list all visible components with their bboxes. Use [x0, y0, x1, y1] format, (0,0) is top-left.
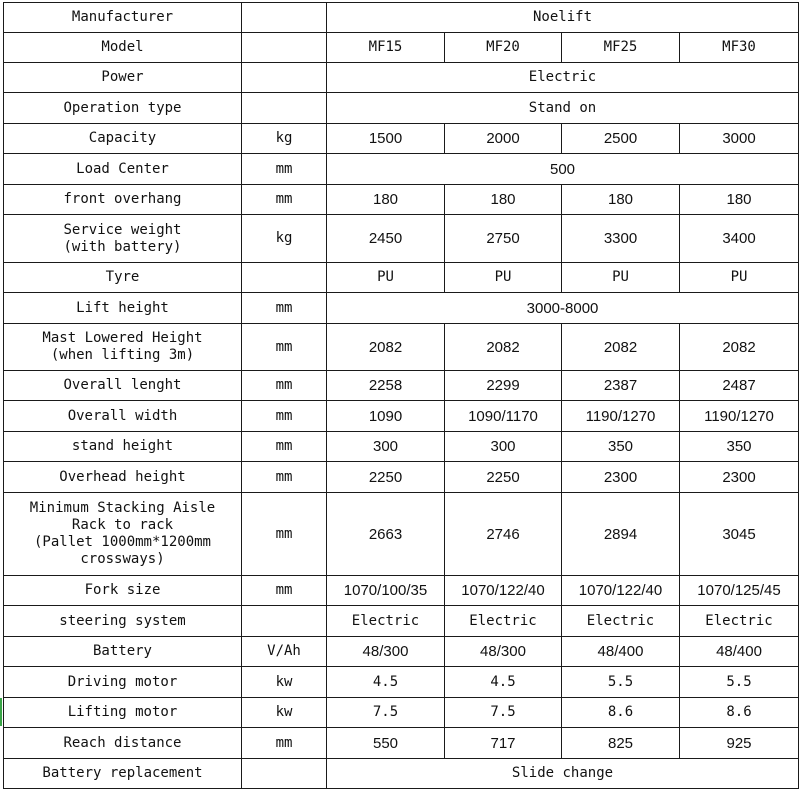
spec-label: Overhead height	[4, 462, 242, 493]
spec-value: PU	[680, 263, 799, 293]
spec-value: 1500	[327, 124, 445, 154]
spec-label: Battery	[4, 637, 242, 667]
spec-value: 2082	[562, 324, 680, 371]
spec-row	[4, 185, 799, 215]
spec-row	[4, 576, 799, 606]
spec-merged-value: Electric	[327, 63, 799, 93]
row-marker	[0, 698, 2, 726]
spec-label: steering system	[4, 606, 242, 637]
spec-row	[4, 493, 799, 576]
unit-cell	[242, 3, 327, 33]
spec-value: 7.5	[445, 698, 562, 728]
spec-row	[4, 93, 799, 124]
spec-value: 550	[327, 728, 445, 759]
model-mf25: MF25	[562, 33, 680, 63]
spec-value: 5.5	[680, 667, 799, 698]
spec-value: Electric	[680, 606, 799, 637]
spec-row	[4, 293, 799, 324]
spec-label: Load Center	[4, 154, 242, 185]
spec-value: 2250	[445, 462, 562, 493]
spec-label: Overall width	[4, 401, 242, 432]
spec-value: 1070/125/45	[680, 576, 799, 606]
spec-value: PU	[445, 263, 562, 293]
spec-unit: kw	[242, 698, 327, 728]
spec-value: 48/300	[445, 637, 562, 667]
spec-value: 300	[327, 432, 445, 462]
spec-value: 2450	[327, 215, 445, 263]
spec-label: Reach distance	[4, 728, 242, 759]
row-model	[4, 33, 799, 63]
spec-value: 180	[327, 185, 445, 215]
spec-value: 3400	[680, 215, 799, 263]
spec-label: Driving motor	[4, 667, 242, 698]
spec-unit	[242, 759, 327, 789]
spec-label: Mast Lowered Height (when lifting 3m)	[4, 324, 242, 371]
spec-row	[4, 371, 799, 401]
spec-merged-value: Slide change	[327, 759, 799, 789]
spec-value: 3300	[562, 215, 680, 263]
spec-value: 2082	[327, 324, 445, 371]
spec-unit: V/Ah	[242, 637, 327, 667]
spec-row	[4, 728, 799, 759]
spec-value: 3000	[680, 124, 799, 154]
spec-value: Electric	[327, 606, 445, 637]
spec-label: Tyre	[4, 263, 242, 293]
spec-unit: kg	[242, 124, 327, 154]
spec-merged-value: 3000-8000	[327, 293, 799, 324]
spec-value: 8.6	[680, 698, 799, 728]
spec-value: 2300	[680, 462, 799, 493]
spec-row	[4, 63, 799, 93]
spec-label: Minimum Stacking Aisle Rack to rack (Pallet 1000mm*1200mm crossways)	[4, 493, 242, 576]
spec-unit: mm	[242, 293, 327, 324]
spec-value: 48/400	[562, 637, 680, 667]
spec-unit: mm	[242, 185, 327, 215]
spec-label: Capacity	[4, 124, 242, 154]
spec-value: 1070/122/40	[445, 576, 562, 606]
manufacturer-value: Noelift	[327, 3, 799, 33]
spec-value: 2500	[562, 124, 680, 154]
spec-value: 4.5	[445, 667, 562, 698]
spec-unit: mm	[242, 493, 327, 576]
spec-unit: mm	[242, 576, 327, 606]
spec-value: 5.5	[562, 667, 680, 698]
spec-value: 1090	[327, 401, 445, 432]
spec-value: 2082	[445, 324, 562, 371]
spec-value: PU	[562, 263, 680, 293]
spec-row	[4, 759, 799, 789]
spec-value: 2750	[445, 215, 562, 263]
model-mf30: MF30	[680, 33, 799, 63]
spec-unit: mm	[242, 371, 327, 401]
spec-label: Operation type	[4, 93, 242, 124]
spec-unit: mm	[242, 432, 327, 462]
spec-unit: kg	[242, 215, 327, 263]
spec-value: 1090/1170	[445, 401, 562, 432]
spec-row	[4, 462, 799, 493]
spec-value: 1070/122/40	[562, 576, 680, 606]
spec-merged-value: Stand on	[327, 93, 799, 124]
spec-row	[4, 215, 799, 263]
spec-value: 2000	[445, 124, 562, 154]
manufacturer-label: Manufacturer	[4, 3, 242, 33]
spec-value: 2894	[562, 493, 680, 576]
spec-value: 3045	[680, 493, 799, 576]
row-manufacturer	[4, 3, 799, 33]
spec-unit: kw	[242, 667, 327, 698]
spec-value: 2300	[562, 462, 680, 493]
spec-label: Overall lenght	[4, 371, 242, 401]
spec-unit	[242, 63, 327, 93]
spec-row	[4, 401, 799, 432]
spec-value: 1070/100/35	[327, 576, 445, 606]
spec-value: 825	[562, 728, 680, 759]
spec-label: front overhang	[4, 185, 242, 215]
spec-row	[4, 667, 799, 698]
spec-value: 925	[680, 728, 799, 759]
spec-row	[4, 324, 799, 371]
spec-value: 2082	[680, 324, 799, 371]
spec-value: 180	[562, 185, 680, 215]
spec-value: 2663	[327, 493, 445, 576]
spec-unit: mm	[242, 154, 327, 185]
spec-value: PU	[327, 263, 445, 293]
spec-value: 2387	[562, 371, 680, 401]
spec-row	[4, 698, 799, 728]
spec-value: 8.6	[562, 698, 680, 728]
spec-unit: mm	[242, 728, 327, 759]
model-label: Model	[4, 33, 242, 63]
spec-label: Battery replacement	[4, 759, 242, 789]
spec-row	[4, 154, 799, 185]
spec-value: 1190/1270	[680, 401, 799, 432]
spec-value: 2250	[327, 462, 445, 493]
spec-unit	[242, 93, 327, 124]
spec-value: 2746	[445, 493, 562, 576]
spec-row	[4, 637, 799, 667]
spec-table	[3, 2, 799, 789]
spec-unit	[242, 263, 327, 293]
spec-value: 48/300	[327, 637, 445, 667]
spec-value: Electric	[562, 606, 680, 637]
spec-value: Electric	[445, 606, 562, 637]
spec-value: 2487	[680, 371, 799, 401]
spec-unit: mm	[242, 324, 327, 371]
spec-value: 300	[445, 432, 562, 462]
unit-cell	[242, 33, 327, 63]
spec-label: Fork size	[4, 576, 242, 606]
spec-row	[4, 432, 799, 462]
spec-value: 350	[680, 432, 799, 462]
spec-label: Power	[4, 63, 242, 93]
spec-row	[4, 124, 799, 154]
spec-value: 48/400	[680, 637, 799, 667]
spec-value: 180	[445, 185, 562, 215]
spec-value: 1190/1270	[562, 401, 680, 432]
spec-unit	[242, 606, 327, 637]
spec-value: 350	[562, 432, 680, 462]
spec-label: Lift height	[4, 293, 242, 324]
model-mf20: MF20	[445, 33, 562, 63]
spec-row	[4, 263, 799, 293]
spec-label: Lifting motor	[4, 698, 242, 728]
spec-value: 4.5	[327, 667, 445, 698]
model-mf15: MF15	[327, 33, 445, 63]
spec-value: 2299	[445, 371, 562, 401]
spec-value: 7.5	[327, 698, 445, 728]
spec-merged-value: 500	[327, 154, 799, 185]
spec-unit: mm	[242, 462, 327, 493]
spec-value: 180	[680, 185, 799, 215]
spec-label: stand height	[4, 432, 242, 462]
spec-unit: mm	[242, 401, 327, 432]
spec-value: 717	[445, 728, 562, 759]
spec-label: Service weight (with battery)	[4, 215, 242, 263]
spec-value: 2258	[327, 371, 445, 401]
spec-row	[4, 606, 799, 637]
